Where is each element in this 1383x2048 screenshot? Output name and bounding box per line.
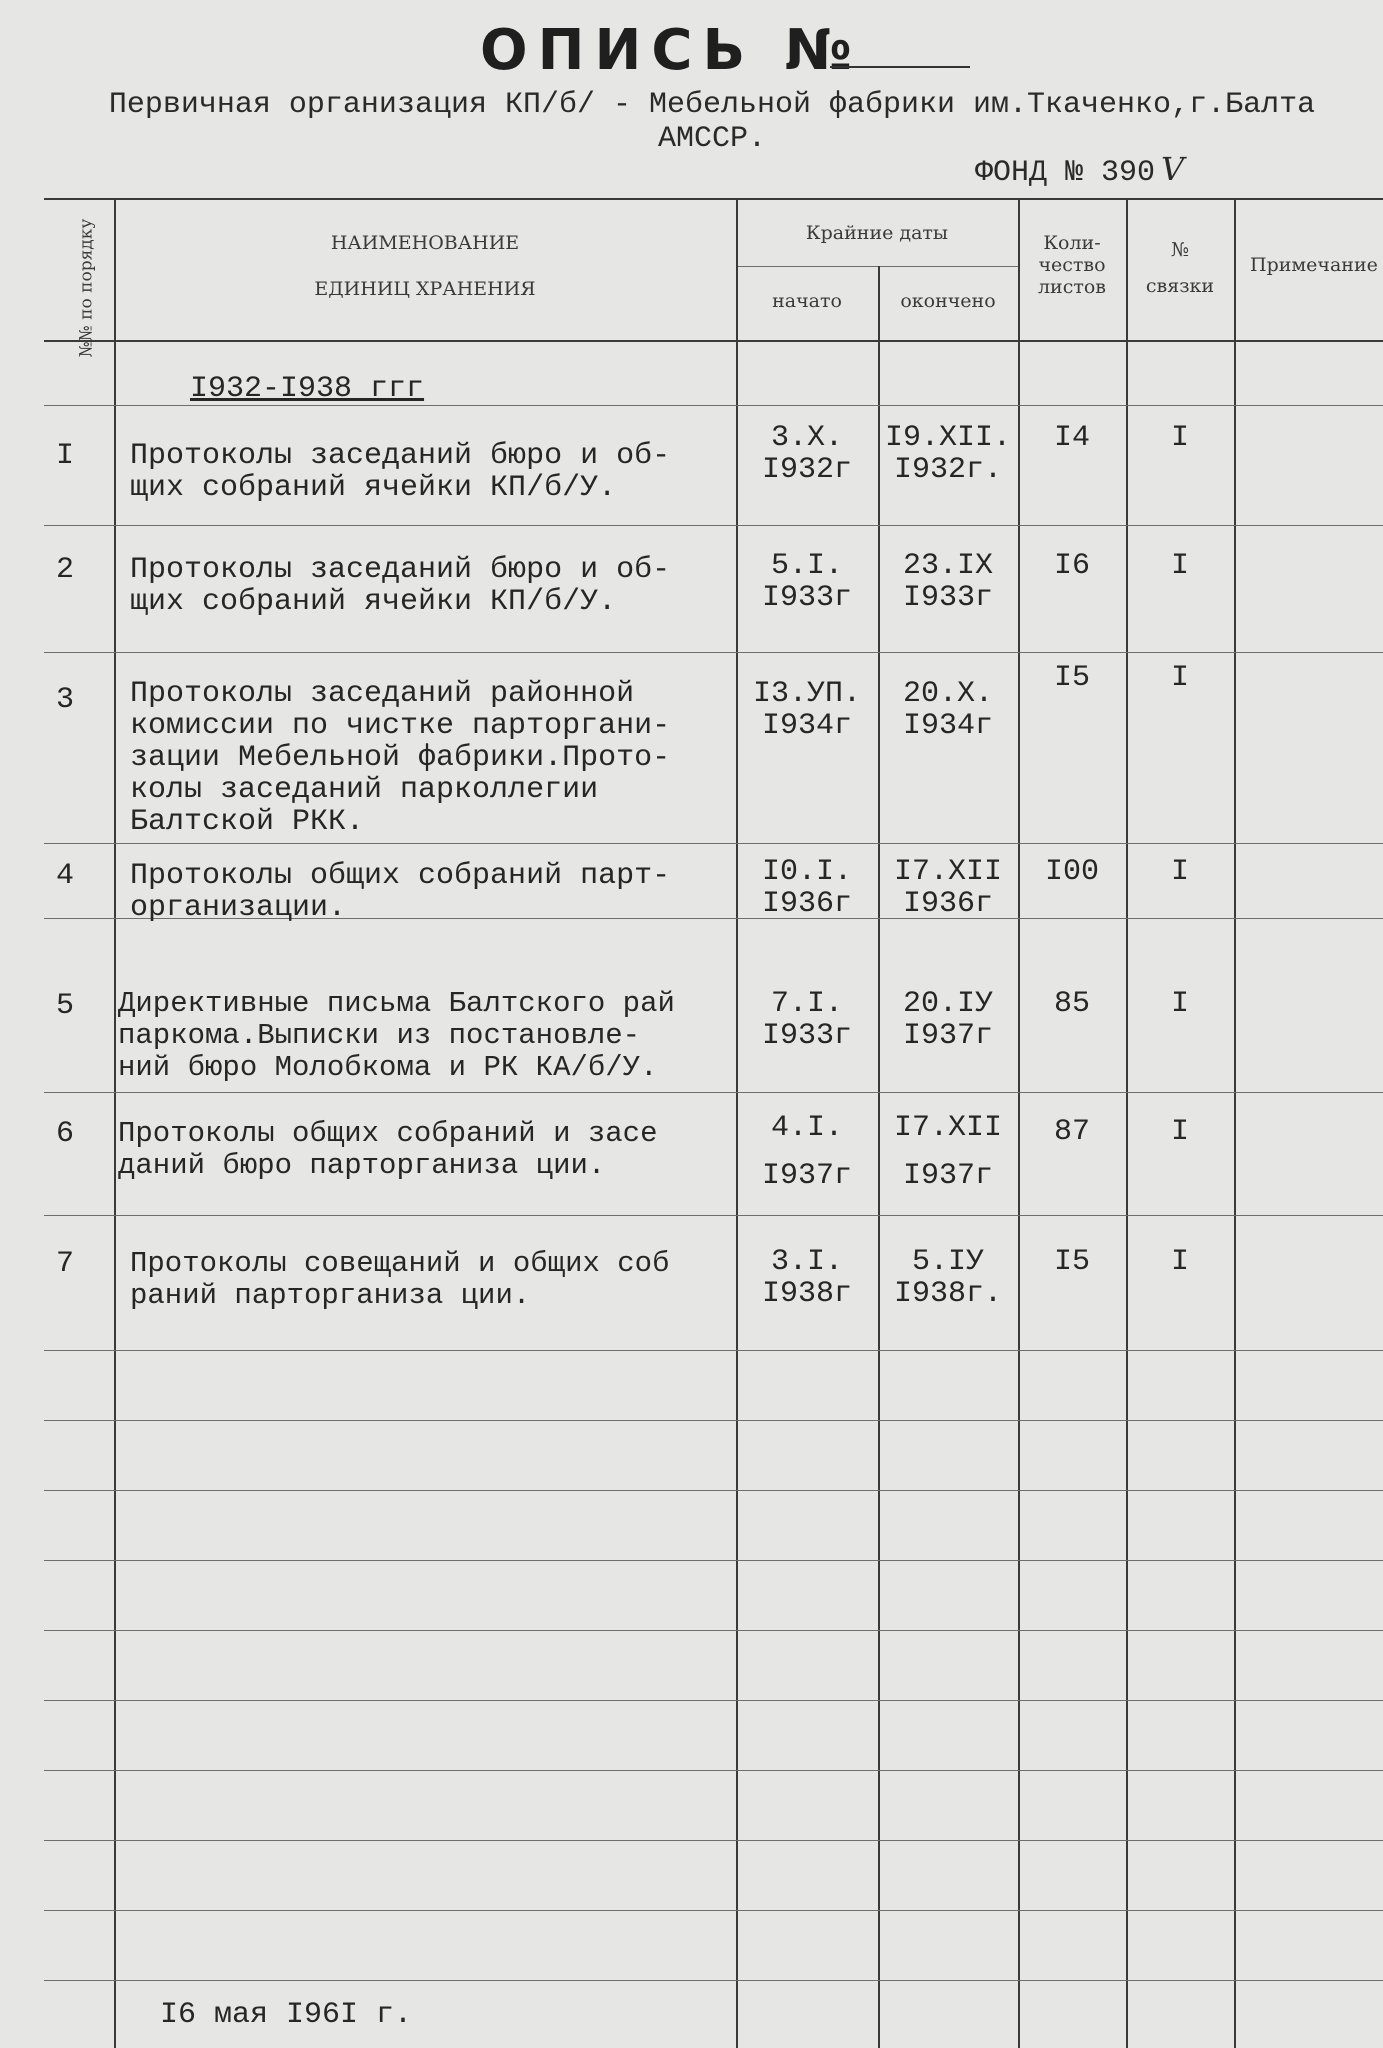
col-header-end: окончено xyxy=(900,290,996,312)
row-5-number: 5 xyxy=(56,989,75,1023)
row-6-start: 4.I. I937г xyxy=(761,1111,852,1193)
row-3-number: 3 xyxy=(56,683,75,717)
col-header-bundle: № связки xyxy=(1145,239,1215,297)
row-5-start: 7.I. I933г xyxy=(761,987,852,1053)
row-2-sheets: I6 xyxy=(1053,549,1090,583)
row-1-name: Протоколы заседаний бюро и об- щих собраний ячейки КП/б/У. xyxy=(130,439,671,505)
row-4-bundle: I xyxy=(1170,855,1189,889)
row-3-end: 20.X. I934г xyxy=(902,677,993,743)
row-4-name: Протоколы общих собраний парт- организации. xyxy=(130,859,671,925)
col-header-number: №№ по порядку xyxy=(76,218,97,358)
row-1-sheets: I4 xyxy=(1053,421,1090,455)
section-period-title: I932-I938 ггг xyxy=(190,372,425,406)
row-5-end: 20.IУ I937г xyxy=(902,987,993,1053)
row-rule xyxy=(44,843,1383,844)
row-rule xyxy=(44,1490,1383,1491)
dates-subheader-divider xyxy=(736,266,1018,267)
row-7-start: 3.I. I938г xyxy=(761,1245,852,1311)
row-6-number: 6 xyxy=(56,1117,75,1151)
fond-number xyxy=(975,150,1184,190)
row-rule xyxy=(44,525,1383,526)
row-5-bundle: I xyxy=(1170,987,1189,1021)
col-header-start: начато xyxy=(772,290,842,312)
header-bottom-border xyxy=(44,340,1383,342)
row-2-bundle: I xyxy=(1170,549,1189,583)
row-rule xyxy=(44,1215,1383,1216)
row-rule xyxy=(44,1840,1383,1841)
row-3-start: I3.УП. I934г xyxy=(752,677,862,743)
row-2-start: 5.I. I933г xyxy=(761,549,852,615)
row-6-end: I7.XII I937г xyxy=(893,1111,1003,1193)
row-7-name: Протоколы совещаний и общих соб раний парторганиза ции. xyxy=(130,1247,670,1312)
row-rule xyxy=(44,1420,1383,1421)
row-1-start: 3.X. I932г xyxy=(761,421,852,487)
row-rule xyxy=(44,652,1383,653)
table-top-border xyxy=(44,198,1383,200)
document-title: ОПИСЬ № xyxy=(480,18,862,83)
row-5-sheets: 85 xyxy=(1053,987,1090,1021)
col-header-dates: Крайние даты xyxy=(805,222,949,244)
row-rule xyxy=(44,1770,1383,1771)
col-header-sheets: Коли- чество листов xyxy=(1037,232,1107,298)
row-3-bundle: I xyxy=(1170,661,1189,695)
row-7-bundle: I xyxy=(1170,1245,1189,1279)
fond-label: ФОНД № 390 xyxy=(975,156,1156,190)
fond-check-mark: V xyxy=(1161,150,1185,188)
row-4-start: I0.I. I936г xyxy=(761,855,852,921)
row-rule xyxy=(44,1350,1383,1351)
title-number-line xyxy=(830,66,970,68)
row-6-bundle: I xyxy=(1170,1115,1189,1149)
row-1-bundle: I xyxy=(1170,421,1189,455)
row-rule xyxy=(44,1910,1383,1911)
row-rule xyxy=(44,1630,1383,1631)
row-4-number: 4 xyxy=(56,859,75,893)
row-2-number: 2 xyxy=(56,553,75,587)
col-header-note: Примечание xyxy=(1250,254,1378,276)
row-6-sheets: 87 xyxy=(1053,1115,1090,1149)
organization-name: Первичная организация КП/б/ - Мебельной фабрики им.Ткаченко,г.Балта АМССР. xyxy=(108,88,1316,156)
row-rule xyxy=(44,1980,1383,1981)
row-1-number: I xyxy=(56,439,75,473)
row-6-name: Протоколы общих собраний и засе даний бюро парторганиза ции. xyxy=(118,1117,658,1182)
row-7-number: 7 xyxy=(56,1247,75,1281)
footer-date: I6 мая I96I г. xyxy=(160,1998,413,2032)
col-header-name-line2: ЕДИНИЦ ХРАНЕНИЯ xyxy=(314,278,536,300)
row-2-end: 23.IX I933г xyxy=(902,549,993,615)
row-1-end: I9.XII. I932г. xyxy=(884,421,1012,487)
row-2-name: Протоколы заседаний бюро и об- щих собраний ячейки КП/б/У. xyxy=(130,553,671,619)
row-7-end: 5.IУ I938г. xyxy=(893,1245,1003,1311)
row-4-sheets: I00 xyxy=(1044,855,1099,889)
col-header-name-line1: НАИМЕНОВАНИЕ xyxy=(330,232,520,254)
row-rule xyxy=(44,1560,1383,1561)
row-3-sheets: I5 xyxy=(1053,661,1090,695)
row-rule xyxy=(44,1700,1383,1701)
row-3-name: Протоколы заседаний районной комиссии по чистке парторгани- зации Мебельной фабрики.Прото- колы заседаний парколлегии Балтской РКК. xyxy=(130,677,671,839)
row-4-end: I7.XII I936г xyxy=(893,855,1003,921)
row-7-sheets: I5 xyxy=(1053,1245,1090,1279)
row-5-name: Директивные письма Балтского рай паркома.Выписки из постановле- ний бюро Молобкома и РК КА/б/У. xyxy=(118,987,675,1084)
row-rule xyxy=(44,1092,1383,1093)
